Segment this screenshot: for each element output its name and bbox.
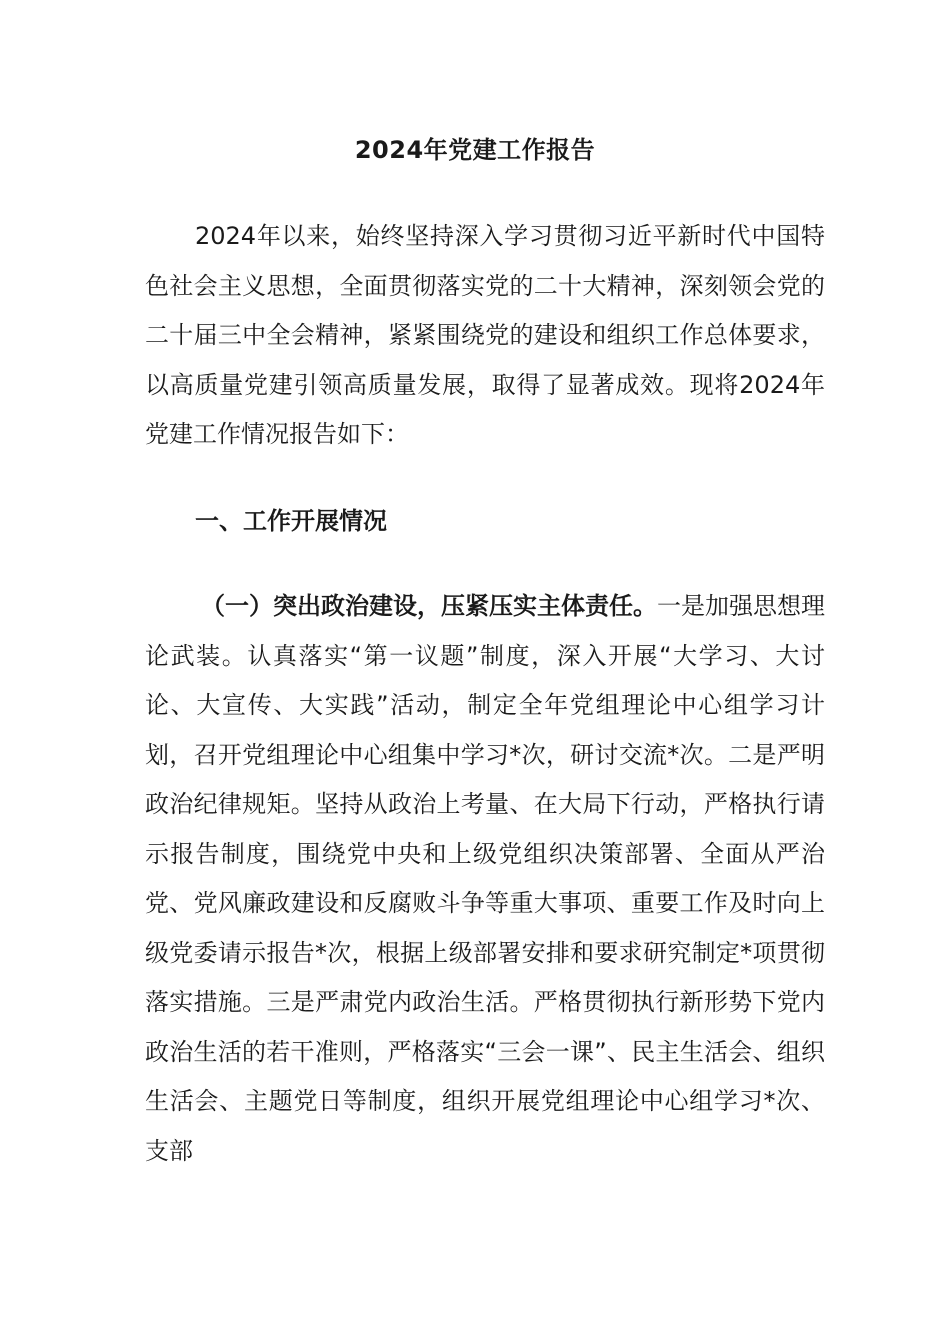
- document-title: 2024年党建工作报告: [354, 136, 596, 164]
- subsection-lead: （一）突出政治建设，压紧压实主体责任。: [201, 592, 657, 620]
- section-heading: 一、工作开展情况: [195, 507, 387, 535]
- subsection-paragraph: [145, 582, 825, 1176]
- subsection-body: 一是加强思想理论武装。认真落实“第一议题”制度，深入开展“大学习、大讨论、大宣传、大实践”活动，制定全年党组理论中心组学习计划，召开党组理论中心组集中学习*次，研讨交流*次。二是严明政治纪律规矩。坚持从政治上考量、在大局下行动，严格执行请示报告制度，围绕党中央和上级党组织决策部署、全面从严治党、党风廉政建设和反腐败斗争等重大事项、重要工作及时向上级党委请示报告*次，根据上级部署安排和要求研究制定*项贯彻落实措施。三是严肃党内政治生活。严格贯彻执行新形势下党内政治生活的若干准则，严格落实“三会一课”、民主生活会、组织生活会、主题党日等制度，组织开展党组理论中心组学习*次、支部: [145, 592, 825, 1165]
- intro-paragraph: 2024年以来，始终坚持深入学习贯彻习近平新时代中国特色社会主义思想，全面贯彻落实党的二十大精神，深刻领会党的二十届三中全会精神，紧紧围绕党的建设和组织工作总体要求，以高质量党建引领高质量发展，取得了显著成效。现将2024年党建工作情况报告如下：: [145, 222, 825, 448]
